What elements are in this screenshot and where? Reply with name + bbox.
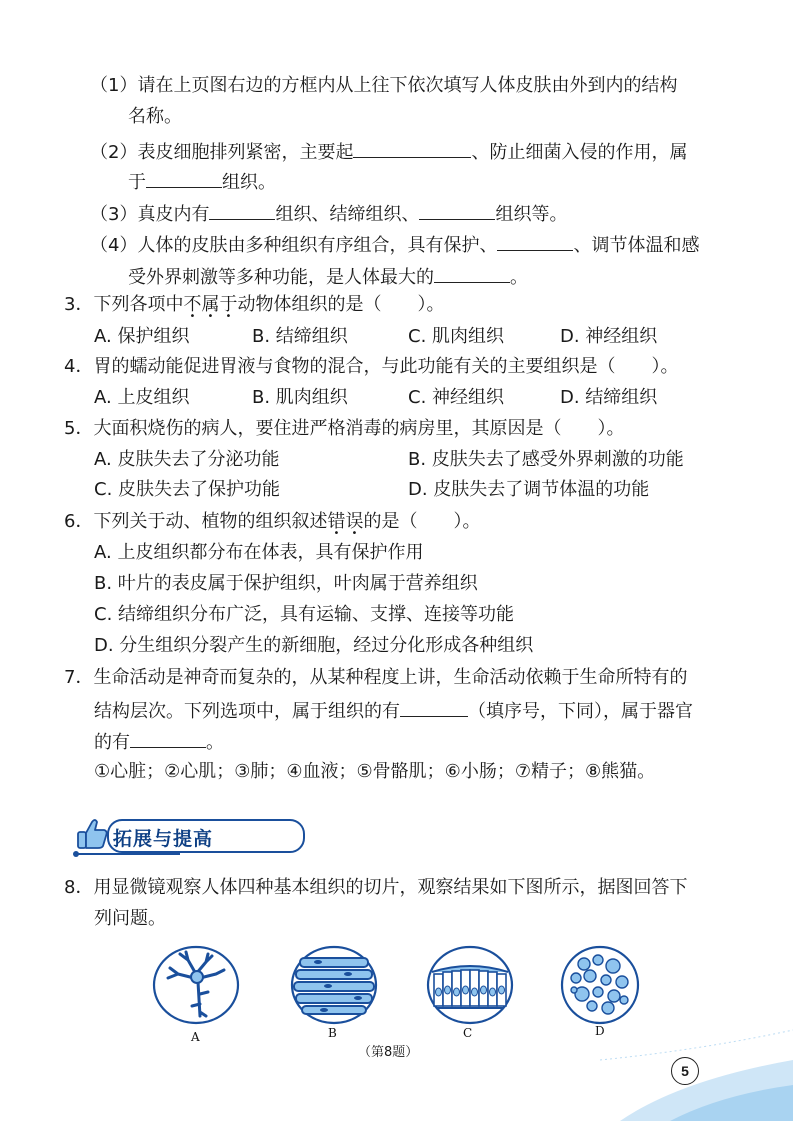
emphasis-char: 误 [345,511,364,532]
q2-2-line1 [90,139,687,165]
q7-line3 [94,729,224,755]
q2-4-text-c: 受外界刺激等多种功能，是人体最大的 [128,267,434,288]
tissue-b-muscle [288,944,380,1026]
q7-text-b: （填序号，下同），属于器官 [468,701,693,722]
q7-line1: 7．生命活动是神奇而复杂的，从某种程度上讲，生命活动依赖于生命所特有的 [64,667,688,688]
q2-3-text-b: 组织、结缔组织、 [275,204,420,225]
q3-stem [64,293,444,317]
answer-blank[interactable] [130,729,206,748]
answer-blank[interactable] [146,169,222,188]
q7-items: ①心脏；②心肌；③肺；④血液；⑤骨骼肌；⑥小肠；⑦精子；⑧熊猫。 [94,761,656,782]
q2-3-text-a: （3）真皮内有 [90,204,210,225]
q4-stem: 4．胃的蠕动能促进胃液与食物的混合，与此功能有关的主要组织是（ ）。 [64,356,679,377]
answer-blank[interactable] [209,201,275,220]
q2-2-text-c: 于 [128,172,146,193]
q5-option-c[interactable]: C. 皮肤失去了保护功能 [94,479,281,500]
answer-blank[interactable] [353,139,471,158]
q3-text-a: 3．下列各项中 [64,294,184,315]
figure-caption: （第8题） [358,1045,419,1060]
q2-1-line2: 名称。 [128,106,182,127]
thumbs-up-icon [78,820,107,848]
tissue-a-nerve [150,944,242,1026]
q4-option-a[interactable]: A. 上皮组织 [94,387,190,408]
q2-3-text-c: 组织等。 [495,204,568,225]
emphasis-char: 于 [219,294,238,315]
page-number: 5 [671,1057,699,1085]
q6-option-d[interactable]: D. 分生组织分裂产生的新细胞，经过分化形成各种组织 [94,635,534,656]
q2-2-text-a: （2）表皮细胞排列紧密，主要起 [90,142,354,163]
figure-label-a: A [191,1030,200,1044]
q4-option-d[interactable]: D. 结缔组织 [560,387,658,408]
q3-text-b: 动物体组织的是（ ）。 [237,294,445,315]
answer-blank[interactable] [400,698,468,717]
q2-2-line2 [128,169,276,195]
figure-label-c: C [463,1026,473,1040]
q2-3-line [90,201,567,227]
q6-emphasis [327,511,363,532]
q2-1-line1: （1）请在上页图右边的方框内从上往下依次填写人体皮肤由外到内的结构 [90,75,678,96]
q6-option-c[interactable]: C. 结缔组织分布广泛，具有运输、支撑、连接等功能 [94,604,515,625]
tissue-c-epithelial [424,944,516,1026]
figure-label-d: D [595,1024,605,1038]
q3-option-c[interactable]: C. 肌肉组织 [408,326,505,347]
emphasis-char: 属 [201,294,220,315]
answer-blank[interactable] [434,264,510,283]
q5-option-b[interactable]: B. 皮肤失去了感受外界刺激的功能 [408,449,684,470]
q3-option-a[interactable]: A. 保护组织 [94,326,190,347]
q2-2-text-d: 组织。 [222,172,276,193]
banner-dot [73,851,79,857]
q7-text-c: 的有 [94,732,130,753]
figure-label-b: B [328,1026,337,1040]
q7-line2 [94,698,693,724]
q5-stem: 5．大面积烧伤的病人，要住进严格消毒的病房里，其原因是（ ）。 [64,418,625,439]
q2-4-line2 [128,264,528,290]
q2-4-text-b: 、调节体温和感 [573,235,700,256]
q3-emphasis [183,294,237,315]
q8-line2: 列问题。 [94,908,166,929]
q3-option-b[interactable]: B. 结缔组织 [252,326,348,347]
q4-option-b[interactable]: B. 肌肉组织 [252,387,348,408]
q3-option-d[interactable]: D. 神经组织 [560,326,658,347]
emphasis-char: 不 [183,294,202,315]
q5-option-d[interactable]: D. 皮肤失去了调节体温的功能 [408,479,650,500]
answer-blank[interactable] [497,232,573,251]
q6-text-b: 的是（ ）。 [363,511,481,532]
q2-4-text-a: （4）人体的皮肤由多种组织有序组合，具有保护、 [90,235,498,256]
q6-stem [64,510,480,534]
q2-4-text-d: 。 [510,267,528,288]
q5-option-a[interactable]: A. 皮肤失去了分泌功能 [94,449,280,470]
q7-text-a: 结构层次。下列选项中，属于组织的有 [94,701,400,722]
q2-2-text-b: 、防止细菌入侵的作用，属 [471,142,688,163]
q6-option-b[interactable]: B. 叶片的表皮属于保护组织，叶肉属于营养组织 [94,573,478,594]
emphasis-char: 错 [327,511,346,532]
answer-blank[interactable] [419,201,495,220]
q8-line1: 8．用显微镜观察人体四种基本组织的切片，观察结果如下图所示，据图回答下 [64,877,688,898]
section-title: 拓展与提高 [113,828,214,850]
q6-option-a[interactable]: A. 上皮组织都分布在体表，具有保护作用 [94,542,424,563]
q4-option-c[interactable]: C. 神经组织 [408,387,505,408]
q7-text-d: 。 [206,732,224,753]
q2-4-line1 [90,232,699,258]
q6-text-a: 6．下列关于动、植物的组织叙述 [64,511,328,532]
